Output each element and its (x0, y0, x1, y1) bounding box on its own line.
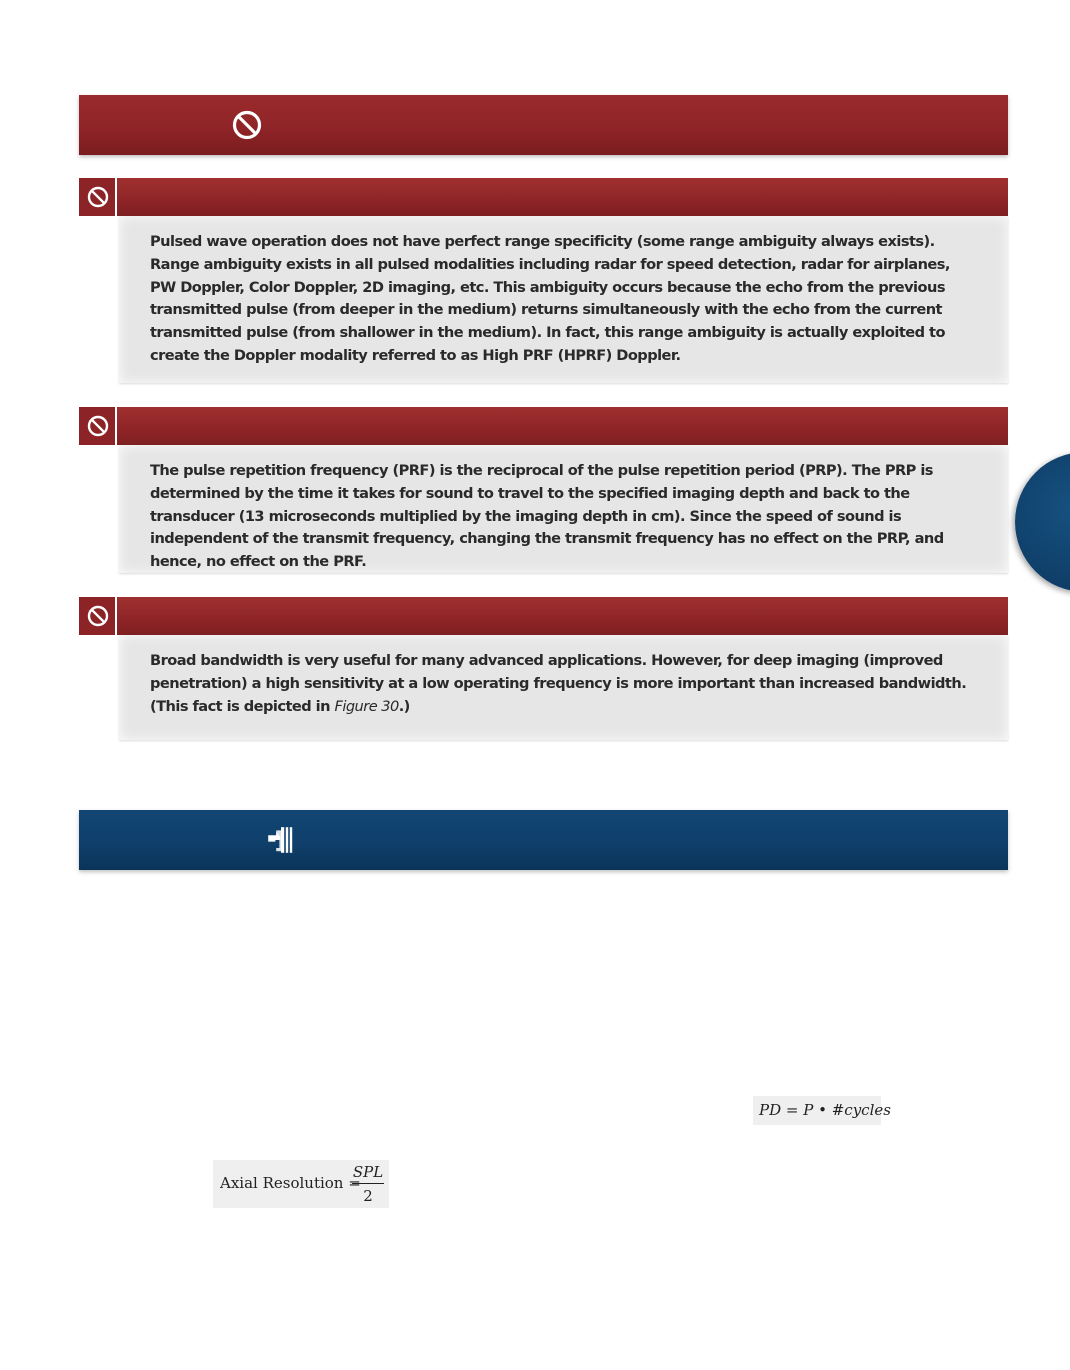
axial-resolution-formula (213, 1160, 389, 1208)
pitfall-text: Pulsed wave operation does not have perfect range specificity (some range ambiguity always exists). Range ambiguity exists in all pulsed modalities including radar for speed detection, radar for airplanes, PW Doppler, Color Doppler, 2D imaging, etc. This ambiguity occurs because the echo from the previous transmitted pulse (from deeper in the medium) returns simultaneously with the echo from the current transmitted pulse (from shallower in the medium). In fact, this range ambiguity is actually exploited to create the Doppler modality referred to as High PRF (HPRF) Doppler. (150, 233, 950, 364)
formula-lhs: Axial Resolution = (220, 1174, 361, 1192)
prohibited-icon (86, 185, 110, 209)
pitfall-icon-box (79, 178, 117, 216)
pitfall-header-bar (79, 178, 1008, 216)
pitfall-icon-box (79, 407, 117, 445)
prohibited-icon (86, 604, 110, 628)
review-banner (79, 810, 1008, 870)
prohibited-icon (86, 414, 110, 438)
pitfall-body (119, 216, 1008, 383)
review-pages-icon (265, 824, 297, 856)
pitfalls-banner (79, 95, 1008, 155)
pitfall-text: The pulse repetition frequency (PRF) is the reciprocal of the pulse repetition period (PRP). The PRP is determined by the time it takes for sound to travel to the specified imaging depth and back to the transducer (13 microseconds multiplied by the imaging depth in cm). Since the speed of sound is independent of the transmit frequency, changing the transmit frequency has no effect on the PRP, and hence, no effect on the PRF. (150, 462, 944, 571)
prohibited-icon (231, 109, 263, 141)
pitfall-icon-box (79, 597, 117, 635)
pitfall-header-bar (79, 597, 1008, 635)
pitfall-body (119, 635, 1008, 740)
pitfall-body (119, 445, 1008, 573)
formula-fraction (352, 1163, 384, 1205)
chapter-side-tab (1015, 452, 1070, 592)
pitfall-text: Broad bandwidth is very useful for many advanced applications. However, for deep imaging (improved penetration) a high sensitivity at a low operating frequency is more important than increased bandwidth. (This fact is depicted in Figure 30.) (150, 652, 967, 715)
pulse-duration-formula: PD = P • #cycles (753, 1096, 881, 1125)
figure-reference: Figure 30 (334, 697, 399, 715)
formula-numerator: SPL (352, 1163, 384, 1184)
formula-denominator: 2 (363, 1187, 373, 1205)
pitfall-header-bar (79, 407, 1008, 445)
